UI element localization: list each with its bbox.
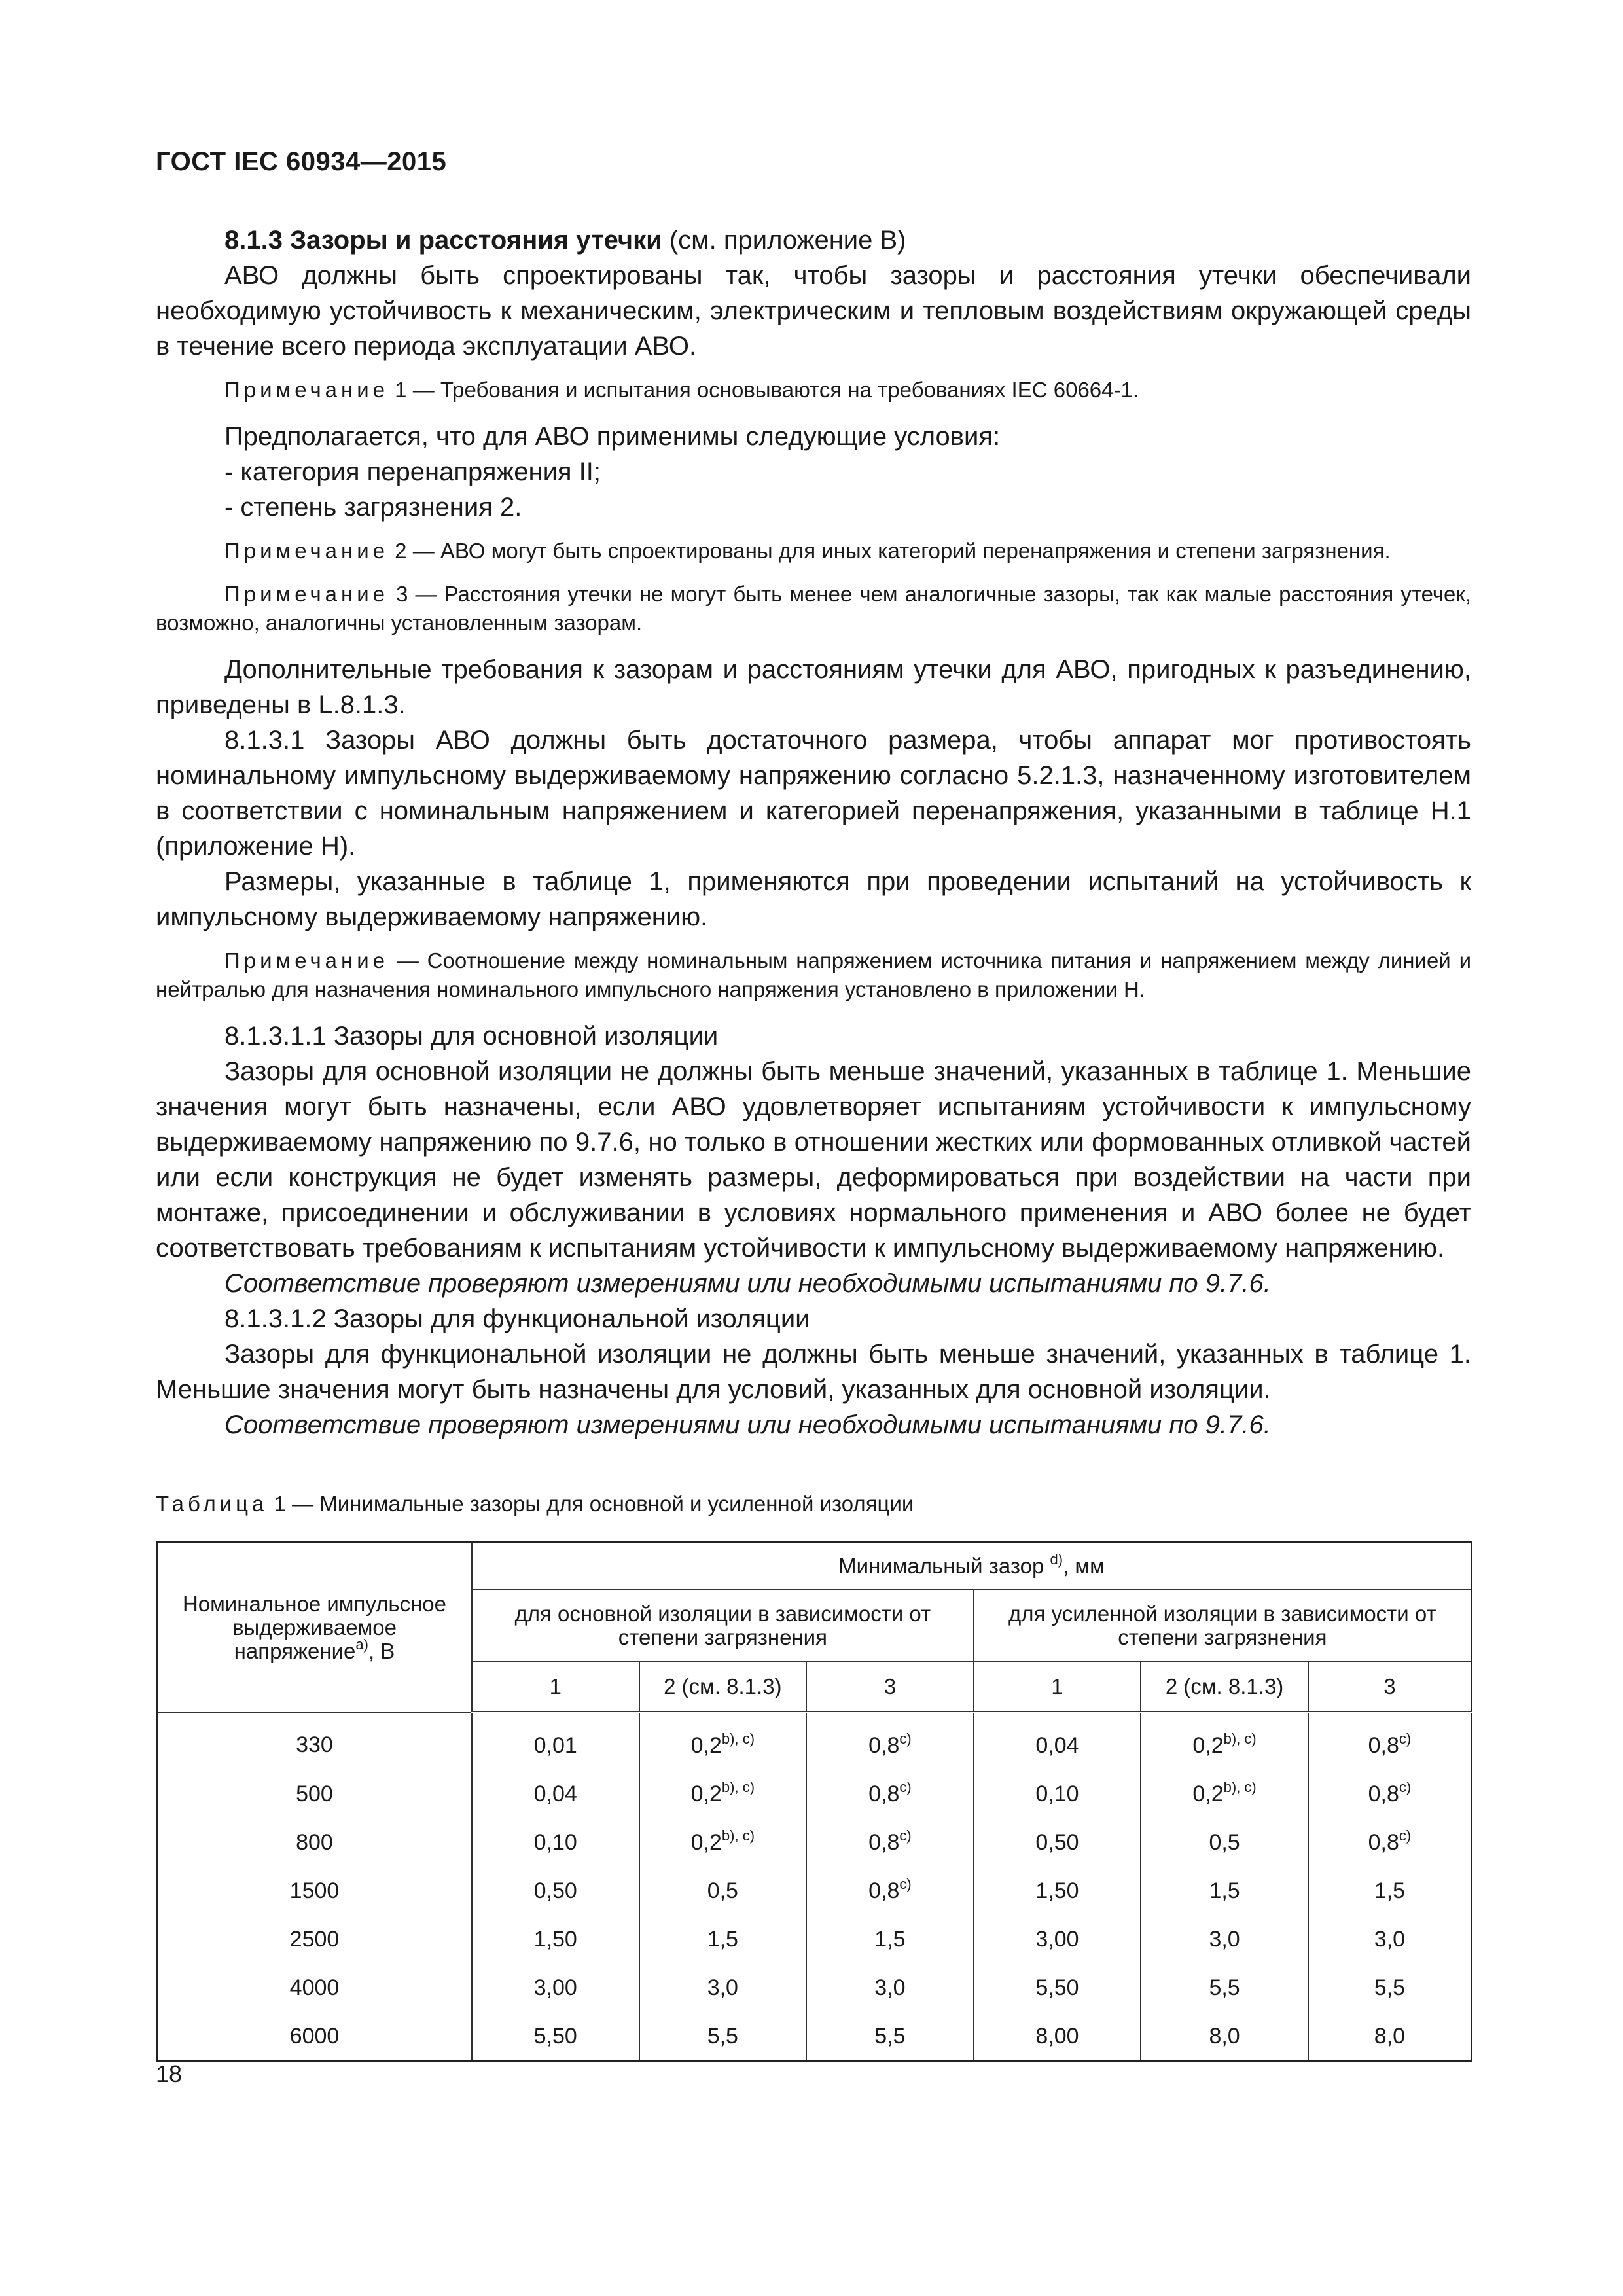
min-clearance-header: Минимальный зазор $^{d)}$, мм [472, 1543, 1472, 1590]
clearance-value: 0,8 [868, 1829, 900, 1855]
clearance-cell [639, 1915, 807, 1964]
clearance-cell [472, 1818, 639, 1867]
clearance-cell [1308, 1818, 1472, 1867]
clearance-cell [1308, 1770, 1472, 1818]
clearance-cell [1308, 2012, 1472, 2062]
note-label: Примечание [224, 539, 389, 563]
clearance-value: 0,04 [1035, 1732, 1079, 1758]
note-label: Примечание [224, 378, 389, 402]
clearance-value: 0,2 [1192, 1732, 1224, 1758]
note-text: — Соотношение между номинальным напряжением источника питания и напряжением между линией и нейтралью для назначения номинального импульсного напряжения установлено в приложении Н. [156, 948, 1471, 1001]
footnote-ref: b), c) [1223, 1778, 1257, 1795]
clearance-value: 3,00 [1035, 1926, 1079, 1952]
note-label: Примечание [224, 582, 389, 606]
clearance-value: 5,5 [874, 2023, 906, 2049]
clearance-value: 0,8 [1368, 1781, 1399, 1806]
clearance-value: 1,5 [1374, 1878, 1406, 1903]
clearance-cell [1141, 2012, 1308, 2062]
clearance-value: 3,00 [533, 1975, 577, 2000]
reinforced-insulation-header: для усиленной изоляции в зависимости от степени загрязнения [974, 1590, 1472, 1662]
list-item: - степень загрязнения 2. [224, 493, 522, 522]
note-4 [156, 946, 1471, 1004]
voltage-cell: 6000 [157, 2012, 472, 2062]
paragraph-3: Дополнительные требования к зазорам и расстояниям утечки для АВО, пригодных к разъединению, приведены в L.8.1.3. [156, 655, 1471, 719]
clearance-cell [974, 1915, 1141, 1964]
table-row [157, 1964, 1472, 2012]
section-ref: (см. приложение В) [662, 226, 906, 255]
footnote-ref: b), c) [721, 1778, 755, 1795]
table-row [157, 2012, 1472, 2062]
footnote-ref: c) [899, 1730, 912, 1747]
clearance-value: 0,50 [533, 1878, 577, 1903]
clearance-cell [639, 1818, 807, 1867]
footnote-ref: c) [1399, 1730, 1412, 1747]
degree-header: 2 (см. 8.1.3) [639, 1662, 807, 1712]
basic-insulation-header: для основной изоляции в зависимости от степени загрязнения [472, 1590, 974, 1662]
clearance-value: 3,0 [1374, 1926, 1406, 1952]
degree-header: 3 [806, 1662, 974, 1712]
note-label: Примечание [224, 948, 389, 973]
clearance-cell [974, 1964, 1141, 2012]
clearance-value: 5,5 [707, 2023, 738, 2049]
clearance-value: 8,0 [1374, 2023, 1406, 2049]
clearance-value: 0,2 [1192, 1781, 1224, 1806]
clearance-cell [806, 1818, 974, 1867]
clearance-cell [639, 1867, 807, 1915]
clearance-table [156, 1541, 1472, 2062]
paragraph-1: АВО должны быть спроектированы так, чтобы зазоры и расстояния утечки обеспечивали необходимую устойчивость к механическим, электрическим и тепловым воздействиям окружающей среды в течение всего периода эксплуатации АВО. [156, 261, 1471, 361]
clearance-cell [974, 1867, 1141, 1915]
clearance-value: 0,8 [868, 1732, 900, 1758]
degree-header: 1 [472, 1662, 639, 1712]
footnote-ref: b), c) [1223, 1730, 1257, 1747]
subsection-1-check: Соответствие проверяют измерениями или необходимыми испытаниями по 9.7.6. [224, 1269, 1271, 1298]
clearance-value: 1,5 [1209, 1878, 1240, 1903]
clearance-cell [1308, 1867, 1472, 1915]
clearance-value: 3,0 [1209, 1926, 1240, 1952]
clearance-cell [472, 1915, 639, 1964]
voltage-cell: 1500 [157, 1867, 472, 1915]
table-row [157, 1915, 1472, 1964]
clearance-cell [806, 2012, 974, 2062]
clearance-value: 1,5 [874, 1926, 906, 1952]
degree-header: 1 [974, 1662, 1141, 1712]
clearance-value: 1,50 [533, 1926, 577, 1952]
clearance-cell [806, 1770, 974, 1818]
clearance-cell [806, 1964, 974, 2012]
clearance-value: 0,8 [1368, 1829, 1399, 1855]
footnote-ref: c) [899, 1827, 912, 1844]
clearance-value: 5,5 [1209, 1975, 1240, 2000]
clearance-cell [1141, 1770, 1308, 1818]
clearance-value: 1,5 [707, 1926, 738, 1952]
voltage-column-header: Номинальное импульсное выдерживаемое напряжение$^{a)}$, В [157, 1543, 472, 1713]
table-caption [156, 1490, 914, 1518]
note-text: 1 — Требования и испытания основываются на требованиях IEC 60664-1. [389, 378, 1139, 402]
subsection-2-check: Соответствие проверяют измерениями или необходимыми испытаниями по 9.7.6. [224, 1410, 1271, 1439]
clearance-value: 5,50 [533, 2023, 577, 2049]
document-header: ГОСТ IEC 60934—2015 [156, 147, 447, 176]
clearance-cell [974, 1712, 1141, 1770]
clearance-value: 0,8 [868, 1781, 900, 1806]
footnote-ref: b), c) [721, 1730, 755, 1747]
clearance-value: 5,50 [1035, 1975, 1079, 2000]
note-text: 3 — Расстояния утечки не могут быть менее чем аналогичные зазоры, так как малые расстояния утечек, возможно, аналогичны установленным зазорам. [156, 582, 1471, 635]
clearance-value: 0,8 [868, 1878, 900, 1903]
footnote-ref: c) [899, 1778, 912, 1795]
document-body [156, 223, 1471, 1443]
clearance-value: 0,2 [690, 1732, 722, 1758]
paragraph-2: Предполагается, что для АВО применимы следующие условия: [224, 422, 1001, 451]
clearance-cell [974, 1818, 1141, 1867]
clearance-cell [806, 1915, 974, 1964]
subsection-2-text: Зазоры для функциональной изоляции не должны быть меньше значений, указанных в таблице 1. Меньшие значения могут быть назначены для условий, указанных для основной изоляции. [156, 1340, 1471, 1404]
table-row [157, 1867, 1472, 1915]
clearance-value: 0,2 [690, 1781, 722, 1806]
list-item: - категория перенапряжения II; [224, 457, 601, 486]
note-2 [156, 537, 1471, 565]
voltage-cell: 800 [157, 1818, 472, 1867]
table-caption-label: Таблица [156, 1492, 268, 1516]
clearance-value: 8,0 [1209, 2023, 1240, 2049]
clearance-cell [1141, 1818, 1308, 1867]
clearance-cell [1308, 1915, 1472, 1964]
clearance-cell [639, 2012, 807, 2062]
clearance-value: 0,5 [1209, 1829, 1240, 1855]
table-caption-text: 1 — Минимальные зазоры для основной и усиленной изоляции [268, 1492, 914, 1516]
page-number: 18 [156, 2060, 183, 2087]
table-row [157, 1770, 1472, 1818]
degree-header: 3 [1308, 1662, 1472, 1712]
footnote-ref: c) [1399, 1827, 1412, 1844]
table-row [157, 1712, 1472, 1770]
clearance-cell [806, 1712, 974, 1770]
clearance-cell [639, 1770, 807, 1818]
clearance-cell [1141, 1867, 1308, 1915]
clearance-value: 1,50 [1035, 1878, 1079, 1903]
clearance-cell [1141, 1915, 1308, 1964]
clearance-cell [639, 1712, 807, 1770]
subsection-1-text: Зазоры для основной изоляции не должны быть меньше значений, указанных в таблице 1. Меньшие значения могут быть назначены, если АВО удовлетворяет испытаниям устойчивости к импульсному выдерживаемому напряжению по 9.7.6, но только в отношении жестких или формованных отливкой частей или если конструкция не будет изменять размеры, деформироваться при воздействии на части при монтаже, присоединении и обслуживании в условиях нормального применения и АВО более не будет соответствовать требованиям к испытаниям устойчивости к импульсному выдерживаемому напряжению. [156, 1057, 1471, 1263]
clearance-cell [974, 1770, 1141, 1818]
paragraph-5: Размеры, указанные в таблице 1, применяются при проведении испытаний на устойчивость к импульсному выдерживаемому напряжению. [156, 867, 1471, 931]
footnote-ref: c) [1399, 1778, 1412, 1795]
clearance-value: 3,0 [707, 1975, 738, 2000]
clearance-cell [472, 1867, 639, 1915]
section-title: 8.1.3 Зазоры и расстояния утечки [224, 226, 662, 255]
clearance-cell [1141, 1964, 1308, 2012]
subsection-1-title: 8.1.3.1.1 Зазоры для основной изоляции [224, 1022, 719, 1050]
clearance-value: 8,00 [1035, 2023, 1079, 2049]
voltage-cell: 500 [157, 1770, 472, 1818]
clearance-cell [1141, 1712, 1308, 1770]
clearance-value: 0,10 [1035, 1781, 1079, 1806]
footnote-ref: c) [899, 1875, 912, 1892]
clearance-cell [974, 2012, 1141, 2062]
voltage-cell: 4000 [157, 1964, 472, 2012]
footnote-ref: b), c) [721, 1827, 755, 1844]
clearance-value: 5,5 [1374, 1975, 1406, 2000]
clearance-cell [639, 1964, 807, 2012]
note-text: 2 — АВО могут быть спроектированы для иных категорий перенапряжения и степени загрязнения. [389, 539, 1391, 563]
clearance-cell [472, 2012, 639, 2062]
clearance-value: 0,01 [533, 1732, 577, 1758]
clearance-cell [472, 1770, 639, 1818]
subsection-2-title: 8.1.3.1.2 Зазоры для функциональной изоляции [224, 1304, 810, 1333]
table-row [157, 1818, 1472, 1867]
note-1 [156, 376, 1471, 404]
paragraph-4: 8.1.3.1 Зазоры АВО должны быть достаточного размера, чтобы аппарат мог противостоять номинальному импульсному выдерживаемому напряжению согласно 5.2.1.3, назначенному изготовителем в соответствии с номинальным напряжением и категорией перенапряжения, указанными в таблице Н.1 (приложение Н). [156, 726, 1471, 861]
voltage-cell: 330 [157, 1712, 472, 1770]
clearance-value: 3,0 [874, 1975, 906, 2000]
clearance-cell [472, 1712, 639, 1770]
clearance-cell [806, 1867, 974, 1915]
clearance-cell [1308, 1964, 1472, 2012]
note-3 [156, 580, 1471, 637]
degree-header: 2 (см. 8.1.3) [1141, 1662, 1308, 1712]
clearance-value: 0,50 [1035, 1829, 1079, 1855]
clearance-value: 0,2 [690, 1829, 722, 1855]
clearance-cell [1308, 1712, 1472, 1770]
clearance-value: 0,10 [533, 1829, 577, 1855]
clearance-value: 0,04 [533, 1781, 577, 1806]
clearance-cell [472, 1964, 639, 2012]
section-heading [156, 223, 1471, 258]
clearance-value: 0,8 [1368, 1732, 1399, 1758]
clearance-value: 0,5 [707, 1878, 738, 1903]
voltage-cell: 2500 [157, 1915, 472, 1964]
